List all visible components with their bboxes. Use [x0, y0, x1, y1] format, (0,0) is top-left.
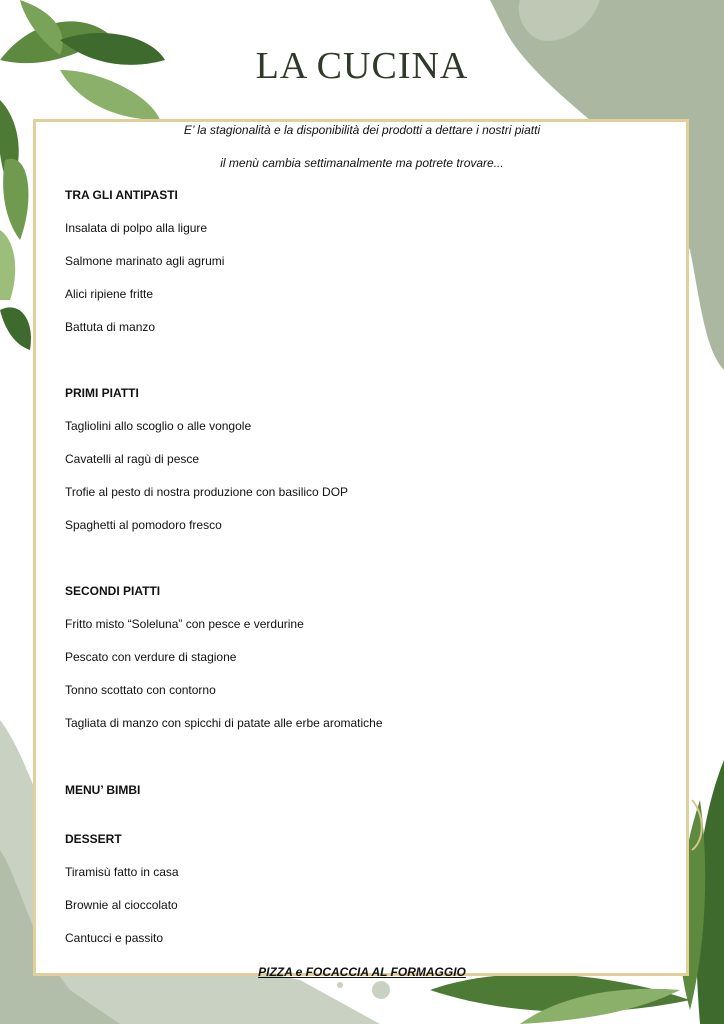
intro-line-2: il menù cambia settimanalmente ma potrete trovare...: [220, 156, 504, 170]
menu-item: Tagliolini allo scoglio o alle vongole: [65, 419, 252, 433]
menu-item: Pescato con verdure di stagione: [65, 650, 237, 664]
intro-line-1: E’ la stagionalità e la disponibilità dei prodotti a dettare i nostri piatti: [183, 123, 541, 137]
section-heading-antipasti: TRA GLI ANTIPASTI: [65, 188, 178, 202]
section-heading-dessert: DESSERT: [65, 832, 122, 846]
menu-item: Tiramisù fatto in casa: [65, 865, 179, 879]
menu-item: Tonno scottato con contorno: [65, 683, 216, 697]
menu-item: Tagliata di manzo con spicchi di patate alle erbe aromatiche: [65, 716, 383, 730]
menu-item: Battuta di manzo: [65, 320, 156, 334]
section-heading-bimbi: MENU’ BIMBI: [65, 783, 141, 797]
section-heading-secondi: SECONDI PIATTI: [65, 584, 161, 598]
menu-card: [33, 119, 689, 976]
menu-item: Fritto misto “Soleluna” con pesce e verdurine: [65, 617, 304, 631]
menu-item: Brownie al cioccolato: [65, 898, 178, 912]
menu-item: Cavatelli al ragù di pesce: [65, 452, 200, 466]
menu-item: Alici ripiene fritte: [65, 287, 154, 301]
footer-note: PIZZA e FOCACCIA AL FORMAGGIO: [258, 965, 466, 979]
menu-item: Spaghetti al pomodoro fresco: [65, 518, 222, 532]
page-title: LA CUCINA: [255, 45, 469, 87]
menu-item: Trofie al pesto di nostra produzione con basilico DOP: [65, 485, 349, 499]
section-heading-primi: PRIMI PIATTI: [65, 386, 139, 400]
menu-item: Insalata di polpo alla ligure: [65, 221, 208, 235]
menu-item: Salmone marinato agli agrumi: [65, 254, 225, 268]
menu-item: Cantucci e passito: [65, 931, 164, 945]
